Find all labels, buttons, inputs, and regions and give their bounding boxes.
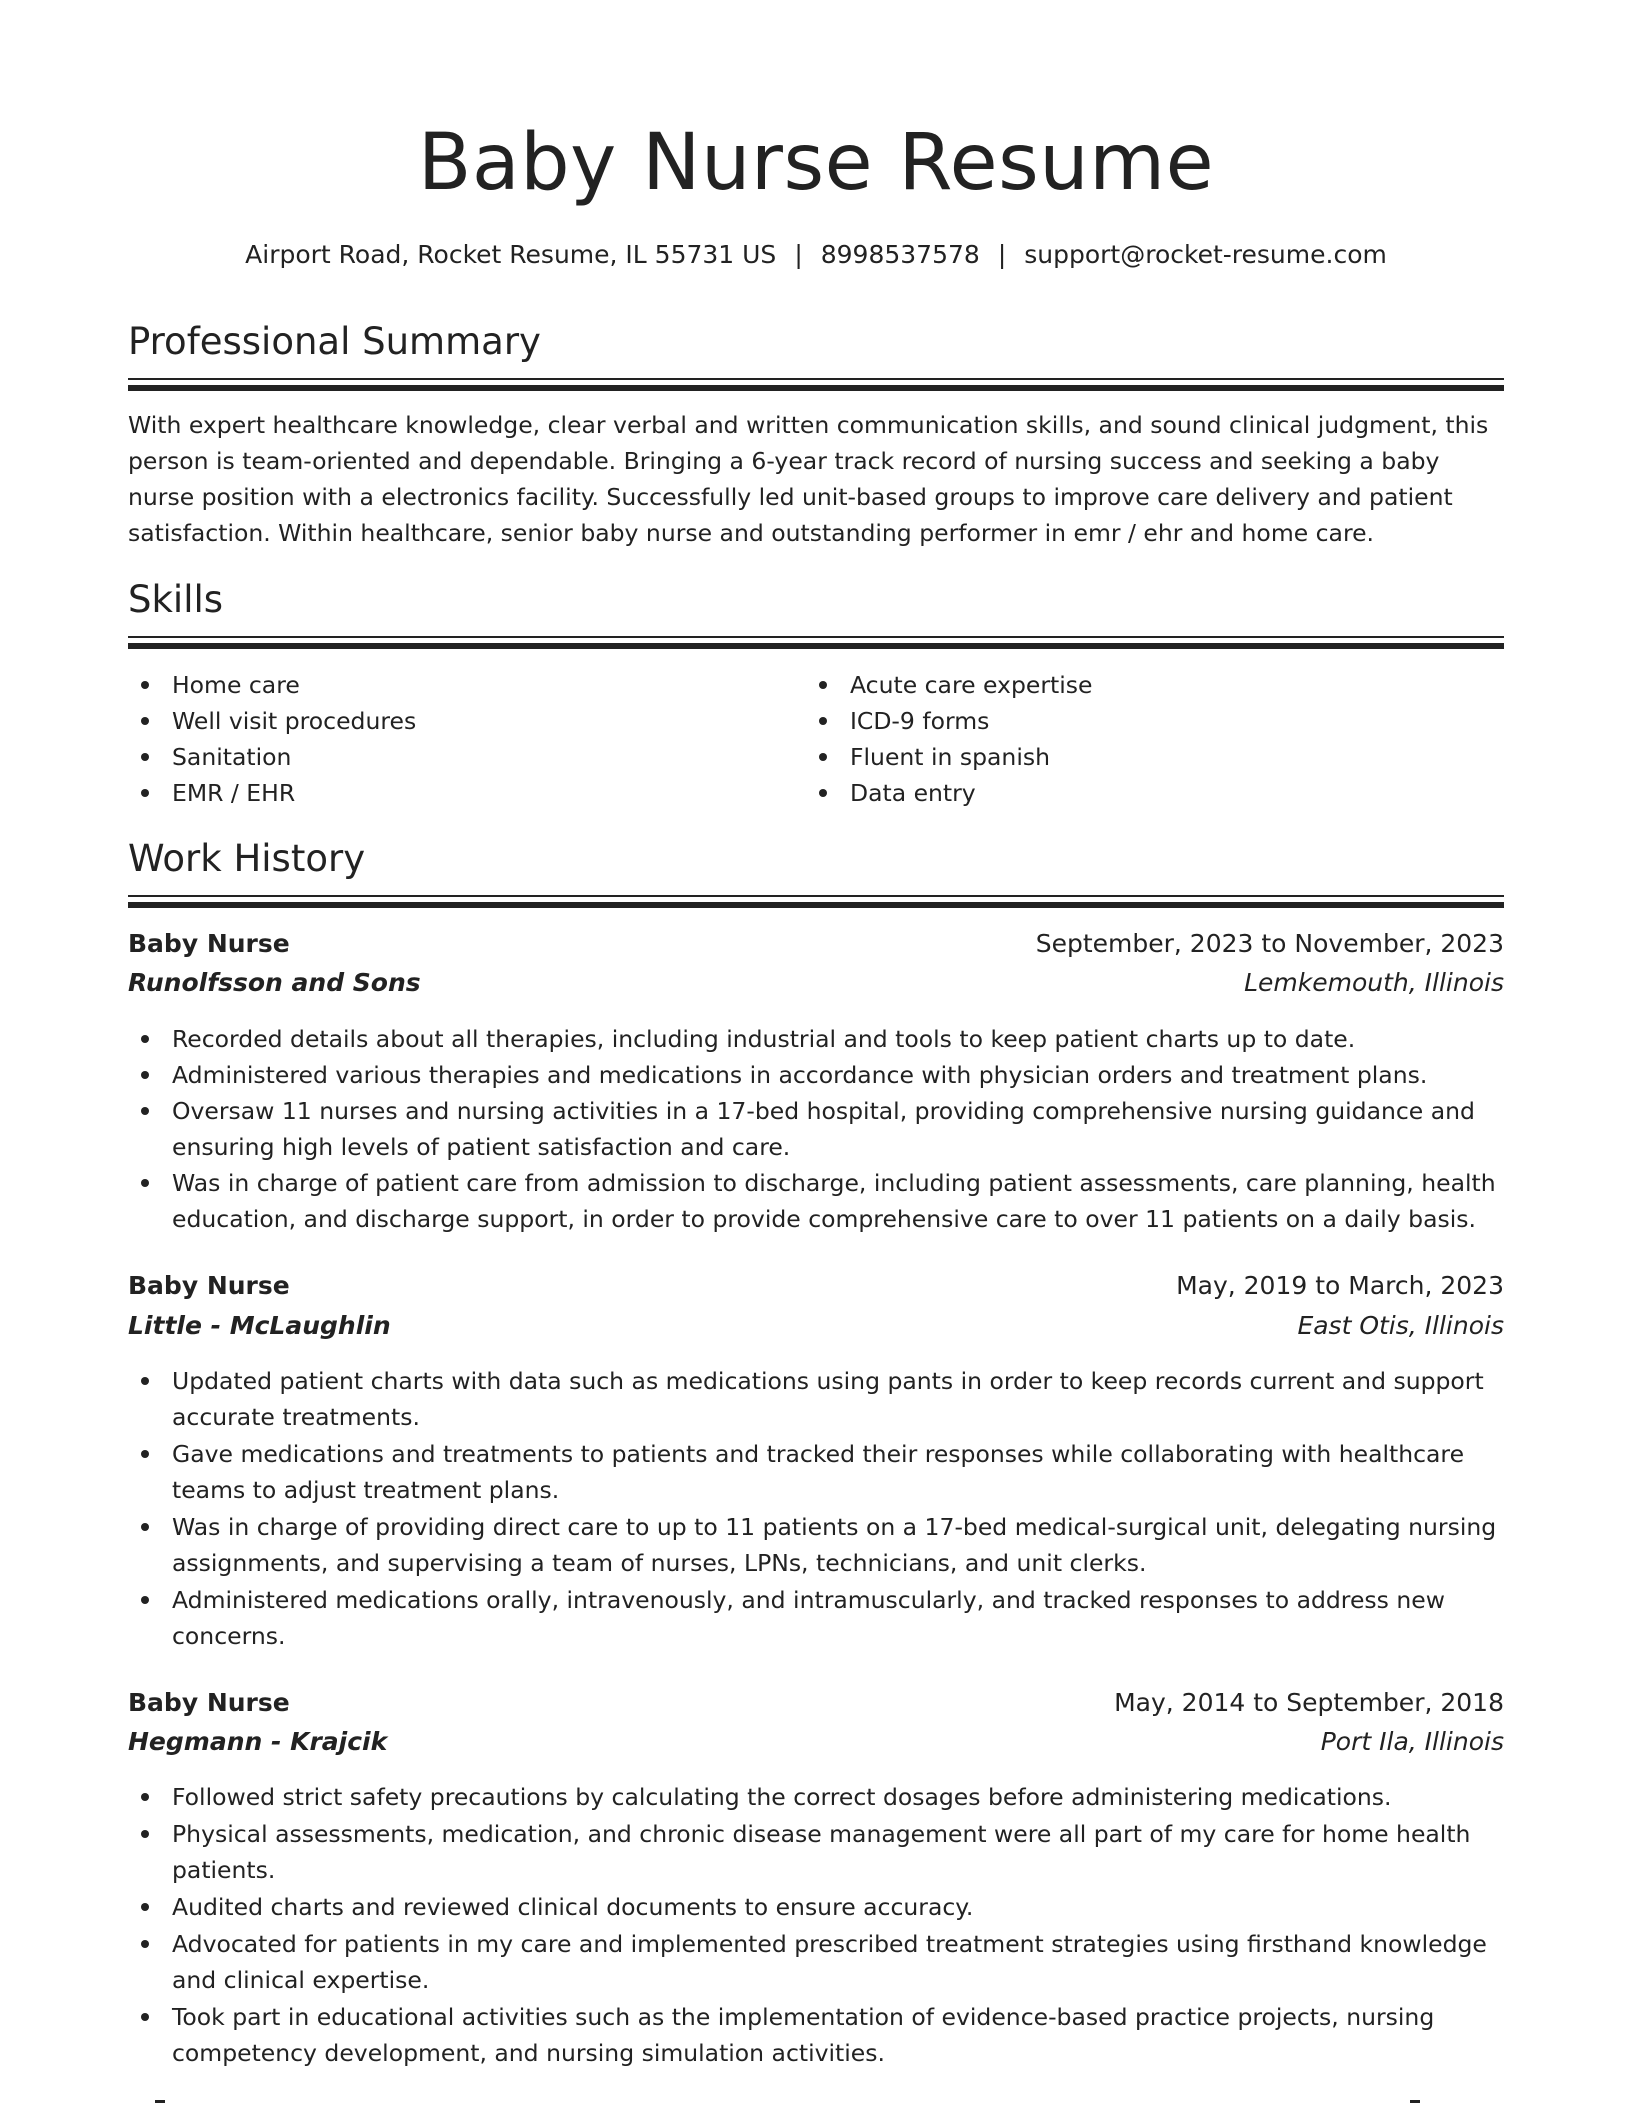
section-divider	[128, 636, 1504, 649]
summary-heading: Professional Summary	[128, 320, 541, 363]
job-bullet: Advocated for patients in my care and implemented prescribed treatment strategies using firsthand knowledge and clinical expertise.	[128, 1926, 1504, 1998]
skills-heading: Skills	[128, 578, 224, 621]
job-location: Lemkemouth, Illinois	[1244, 968, 1504, 997]
job-bullet: Administered medications orally, intravenously, and intramuscularly, and tracked responses to address new concerns.	[128, 1582, 1504, 1654]
section-divider	[128, 378, 1504, 391]
skill-item: Well visit procedures	[128, 703, 798, 739]
job-bullets	[128, 1363, 1504, 1654]
job-subheader	[128, 1311, 1504, 1340]
job-title: Baby Nurse	[128, 1688, 290, 1717]
job-header	[128, 929, 1504, 958]
job-bullet: Was in charge of providing direct care to up to 11 patients on a 17-bed medical-surgical unit, delegating nursing assignments, and supervising a team of nurses, LPNs, technicians, and unit clerks.	[128, 1509, 1504, 1581]
contact-line	[0, 240, 1632, 269]
job-company: Runolfsson and Sons	[128, 968, 421, 997]
job-title: Baby Nurse	[128, 929, 290, 958]
job-subheader	[128, 968, 1504, 997]
job-location: Port Ila, Illinois	[1320, 1727, 1504, 1756]
job-location: East Otis, Illinois	[1297, 1311, 1504, 1340]
skill-item: Fluent in spanish	[806, 739, 1504, 775]
contact-separator: |	[794, 240, 803, 269]
skill-item: Home care	[128, 667, 798, 703]
skill-item: Acute care expertise	[806, 667, 1504, 703]
job-bullet: Audited charts and reviewed clinical documents to ensure accuracy.	[128, 1889, 1504, 1925]
job-bullets	[128, 1779, 1504, 2071]
skills-list-left	[128, 667, 798, 811]
job-dates: September, 2023 to November, 2023	[1035, 929, 1504, 958]
job-header	[128, 1688, 1504, 1717]
job-company: Little - McLaughlin	[128, 1311, 391, 1340]
skill-item: Sanitation	[128, 739, 798, 775]
contact-address: Airport Road, Rocket Resume, IL 55731 US	[245, 240, 777, 269]
job-subheader	[128, 1727, 1504, 1756]
job-bullets	[128, 1021, 1504, 1237]
page-edge-mark	[1410, 2100, 1420, 2103]
job-bullet: Followed strict safety precautions by calculating the correct dosages before administering medications.	[128, 1779, 1504, 1815]
job-bullet: Was in charge of patient care from admission to discharge, including patient assessments, care planning, health education, and discharge support, in order to provide comprehensive care to over 11 patients on a daily basis.	[128, 1165, 1504, 1237]
job-header	[128, 1271, 1504, 1300]
contact-email: support@rocket-resume.com	[1024, 240, 1387, 269]
job-bullet: Oversaw 11 nurses and nursing activities in a 17-bed hospital, providing comprehensive nursing guidance and ensuring high levels of patient satisfaction and care.	[128, 1093, 1504, 1165]
skill-item: Data entry	[806, 775, 1504, 811]
job-title: Baby Nurse	[128, 1271, 290, 1300]
job-bullet: Took part in educational activities such as the implementation of evidence-based practice projects, nursing competency development, and nursing simulation activities.	[128, 1999, 1504, 2071]
contact-separator: |	[997, 240, 1007, 269]
contact-phone: 8998537578	[820, 240, 980, 269]
section-divider	[128, 895, 1504, 908]
job-bullet: Updated patient charts with data such as medications using pants in order to keep records current and support accurate treatments.	[128, 1363, 1504, 1435]
summary-text: With expert healthcare knowledge, clear verbal and written communication skills, and sound clinical judgment, this person is team-oriented and dependable. Bringing a 6-year track record of nursing success and seeking a baby nurse position with a electronics facility. Successfully led unit-based groups to improve care delivery and patient satisfaction. Within healthcare, senior baby nurse and outstanding performer in emr / ehr and home care.	[128, 411, 1489, 547]
job-dates: May, 2019 to March, 2023	[1176, 1271, 1504, 1300]
job-bullet: Gave medications and treatments to patients and tracked their responses while collaborating with healthcare teams to adjust treatment plans.	[128, 1436, 1504, 1508]
job-bullet: Administered various therapies and medications in accordance with physician orders and treatment plans.	[128, 1057, 1504, 1093]
work-heading: Work History	[128, 837, 366, 880]
job-bullet: Physical assessments, medication, and chronic disease management were all part of my care for home health patients.	[128, 1816, 1504, 1888]
skill-item: EMR / EHR	[128, 775, 798, 811]
job-bullet: Recorded details about all therapies, including industrial and tools to keep patient charts up to date.	[128, 1021, 1504, 1057]
skills-list-right	[806, 667, 1504, 811]
resume-name: Baby Nurse Resume	[417, 118, 1215, 208]
job-company: Hegmann - Krajcik	[128, 1727, 388, 1756]
page-edge-mark	[155, 2100, 165, 2103]
skill-item: ICD-9 forms	[806, 703, 1504, 739]
job-dates: May, 2014 to September, 2018	[1114, 1688, 1504, 1717]
